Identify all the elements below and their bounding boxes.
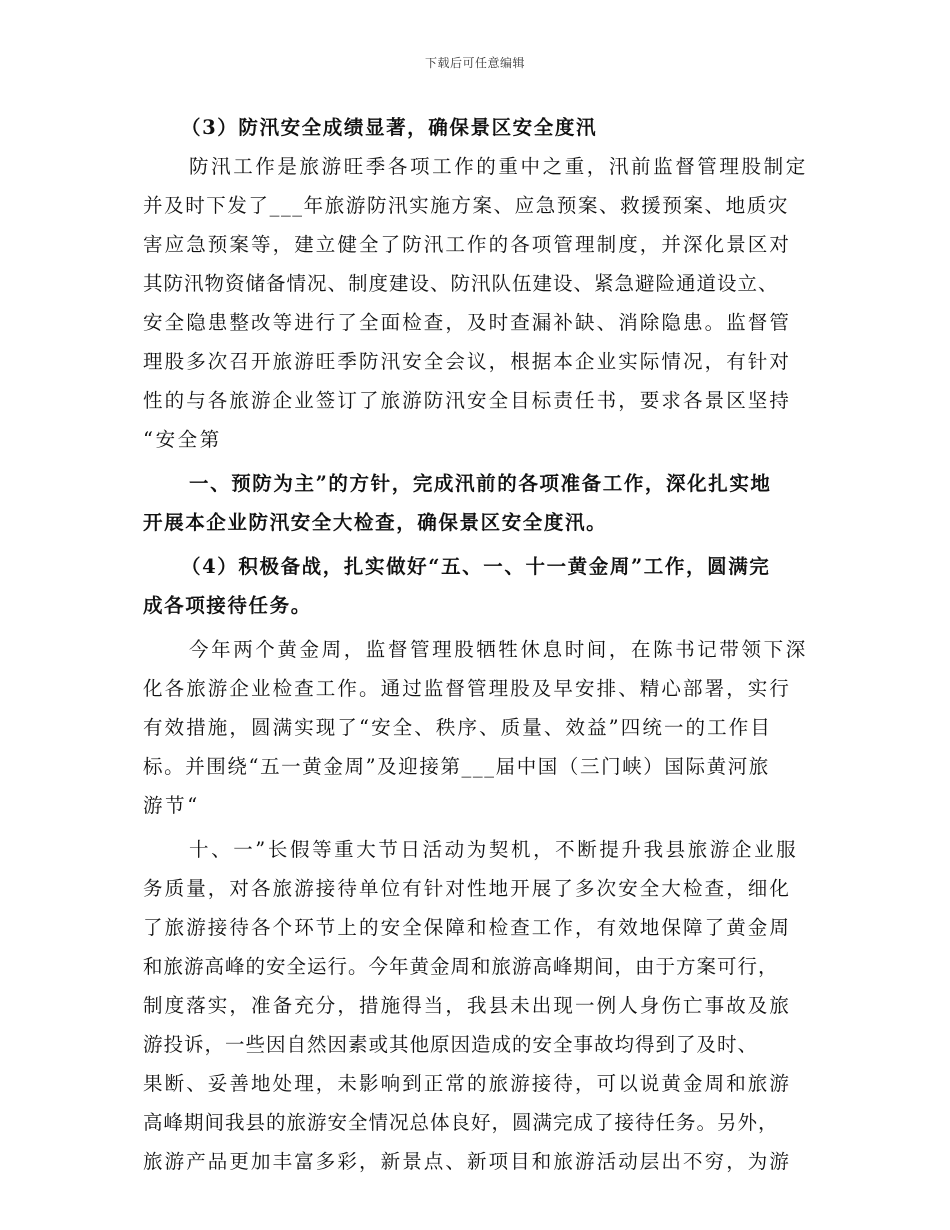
paragraph-line: 和旅游高峰的安全运行。今年黄金周和旅游高峰期间，由于方案可行， bbox=[143, 955, 779, 978]
bold-paragraph-line: 一、预防为主”的方针，完成汛前的各项准备工作，深化扎实地 bbox=[189, 472, 772, 495]
paragraph-line: 安全隐患整改等进行了全面检查，及时查漏补缺、消除隐患。监督管 bbox=[143, 311, 792, 334]
section-heading-4-cont: 成各项接待任务。 bbox=[143, 594, 312, 617]
paragraph-line: 果断、妥善地处理，未影响到正常的旅游接待，可以说黄金周和旅游 bbox=[143, 1072, 792, 1095]
page-header: 下载后可任意编辑 bbox=[424, 56, 525, 70]
paragraph-line: 旅游产品更加丰富多彩，新景点、新项目和旅游活动层出不穷，为游 bbox=[143, 1150, 792, 1173]
paragraph-line: 游投诉，一些因自然因素或其他原因造成的安全事故均得到了及时、 bbox=[143, 1033, 759, 1056]
paragraph-line: 了旅游接待各个环节上的安全保障和检查工作，有效地保障了黄金周 bbox=[143, 916, 792, 939]
paragraph-line: 务质量，对各旅游接待单位有针对性地开展了多次安全大检查，细化 bbox=[143, 877, 792, 900]
paragraph-line: 高峰期间我县的旅游安全情况总体良好，圆满完成了接待任务。另外， bbox=[143, 1111, 779, 1134]
paragraph-line: 今年两个黄金周，监督管理股牺牲休息时间，在陈书记带领下深 bbox=[189, 638, 808, 661]
paragraph-line: 害应急预案等，建立健全了防汛工作的各项管理制度，并深化景区对 bbox=[143, 233, 792, 256]
paragraph-line: 游节“ bbox=[143, 794, 200, 817]
document-body bbox=[143, 108, 813, 1181]
paragraph-line: 制度落实，准备充分，措施得当，我县未出现一例人身伤亡事故及旅 bbox=[143, 994, 792, 1017]
paragraph-line: 有效措施，圆满实现了“安全、秩序、质量、效益”四统一的工作目 bbox=[143, 716, 772, 739]
paragraph-line: 防汛工作是旅游旺季各项工作的重中之重，汛前监督管理股制定 bbox=[189, 155, 808, 178]
paragraph-line: 并及时下发了___年旅游防汛实施方案、应急预案、救援预案、地质灾 bbox=[143, 194, 789, 217]
paragraph-line: 理股多次召开旅游旺季防汛安全会议，根据本企业实际情况，有针对 bbox=[143, 350, 792, 373]
bold-paragraph-line: 开展本企业防汛安全大检查，确保景区安全度汛。 bbox=[143, 511, 608, 534]
paragraph-line: 十、一”长假等重大节日活动为契机，不断提升我县旅游企业服 bbox=[189, 838, 799, 861]
paragraph-line: 其防汛物资储备情况、制度建设、防汛队伍建设、紧急避险通道设立、 bbox=[143, 272, 779, 295]
paragraph-line: 化各旅游企业检查工作。通过监督管理股及早安排、精心部署，实行 bbox=[143, 677, 792, 700]
paragraph-line: “安全第 bbox=[143, 428, 222, 451]
section-heading-3: （3）防汛安全成绩显著，确保景区安全度汛 bbox=[181, 116, 598, 139]
section-heading-4: （4）积极备战，扎实做好“五、一、十一黄金周”工作，圆满完 bbox=[181, 555, 771, 578]
paragraph-line: 标。并围绕“五一黄金周”及迎接第___届中国（三门峡）国际黄河旅 bbox=[143, 755, 770, 778]
paragraph-line: 性的与各旅游企业签订了旅游防汛安全目标责任书，要求各景区坚持 bbox=[143, 389, 792, 412]
